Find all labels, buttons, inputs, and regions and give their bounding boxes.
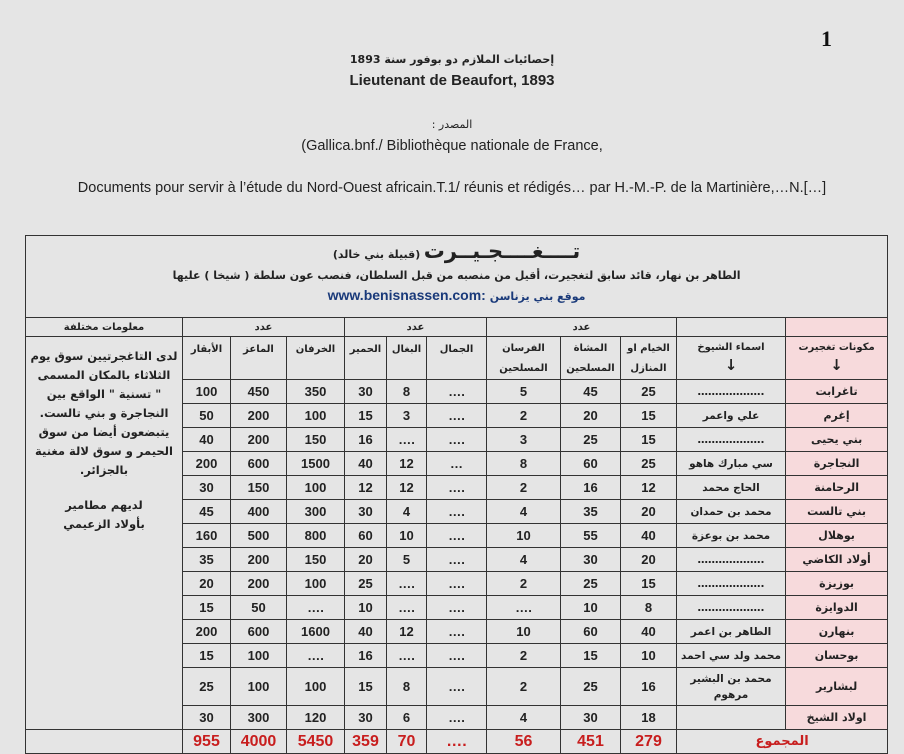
cell-cattle: 15 <box>183 644 231 668</box>
cell-component-name: بني يحيى <box>786 428 888 452</box>
cell-infantry: 30 <box>561 548 621 572</box>
documents-line: Documents pour servir à l’étude du Nord-Ouest africain.T.1/ réunis et rédigés… par H.-M.-P. de la Martinière,…N.[…] <box>77 180 827 196</box>
source-line: (Gallica.bnf./ Bibliothèque nationale de France, <box>301 138 603 154</box>
cell-infantry: 16 <box>561 476 621 500</box>
down-arrow-icon: ↓ <box>830 356 843 374</box>
cell-cattle: 160 <box>183 524 231 548</box>
cell-donkeys: 60 <box>345 524 387 548</box>
col-components: مكونات تغجيرت ↓ <box>786 337 888 380</box>
cell-sheep: …. <box>287 596 345 620</box>
cell-infantry: 35 <box>561 500 621 524</box>
website-label: موقع بني يزناسن <box>489 290 586 303</box>
table-description: الطاهر بن نهار، قائد سابق لتغجيرت، أقيل من منصبه من قبل السلطان، فنصب عون سلطة ( شيخا ) عليها <box>172 269 741 282</box>
cell-cavalry: 4 <box>487 706 561 730</box>
total-row <box>26 730 888 754</box>
misc-line: لدى التاغجرتيين سوق يوم <box>30 349 178 363</box>
cell-donkeys: 20 <box>345 548 387 572</box>
page-number: 1 <box>821 26 832 51</box>
cell-chief: ………………. <box>677 596 786 620</box>
cell-camels: …. <box>427 380 487 404</box>
cell-tents: 40 <box>621 524 677 548</box>
title-english: Lieutenant de Beaufort, 1893 <box>349 72 555 89</box>
cell-cavalry: 3 <box>487 428 561 452</box>
cell-chief: سي مبارك هاهو <box>677 452 786 476</box>
cell-cattle: 30 <box>183 706 231 730</box>
col-donkeys: الحمير <box>345 337 387 380</box>
cell-donkeys: 15 <box>345 404 387 428</box>
cell-cavalry: 4 <box>487 500 561 524</box>
cell-chief: ………………. <box>677 380 786 404</box>
cell-tents: 16 <box>621 668 677 706</box>
cell-sheep: 120 <box>287 706 345 730</box>
cell-component-name: اولاد الشيخ <box>786 706 888 730</box>
cell-cavalry: 4 <box>487 548 561 572</box>
cell-mules: …. <box>387 596 427 620</box>
cell-donkeys: 30 <box>345 380 387 404</box>
cell-donkeys: 12 <box>345 476 387 500</box>
misc-line: النجاجرة و بني تالست. <box>39 406 169 420</box>
cell-infantry: 25 <box>561 428 621 452</box>
cell-camels: …. <box>427 644 487 668</box>
cell-mules: 5 <box>387 548 427 572</box>
cell-camels: …. <box>427 572 487 596</box>
cell-chief: الطاهر بن اعمر <box>677 620 786 644</box>
cell-cavalry: …. <box>487 596 561 620</box>
cell-cattle: 200 <box>183 620 231 644</box>
group-count-transport: عدد <box>345 318 487 337</box>
cell-goats: 600 <box>231 452 287 476</box>
cell-mules: 12 <box>387 452 427 476</box>
website-url[interactable]: www.benisnassen.com: <box>327 287 486 303</box>
total-camels: …. <box>427 730 487 754</box>
cell-cattle: 15 <box>183 596 231 620</box>
cell-tents: 15 <box>621 404 677 428</box>
total-tents: 279 <box>621 730 677 754</box>
cell-goats: 100 <box>231 644 287 668</box>
cell-component-name: الدوايزة <box>786 596 888 620</box>
cell-tents: 12 <box>621 476 677 500</box>
cell-mules: 4 <box>387 500 427 524</box>
misc-info-cell <box>26 337 183 730</box>
total-donkeys: 359 <box>345 730 387 754</box>
cell-cattle: 40 <box>183 428 231 452</box>
cell-infantry: 20 <box>561 404 621 428</box>
cell-donkeys: 10 <box>345 596 387 620</box>
cell-camels: …. <box>427 596 487 620</box>
col-cavalry: الفرسان المسلحين <box>487 337 561 380</box>
cell-camels: …. <box>427 500 487 524</box>
cell-infantry: 45 <box>561 380 621 404</box>
cell-cattle: 35 <box>183 548 231 572</box>
title-arabic: إحصائيات الملازم دو بوفور سنة 1893 <box>349 53 555 66</box>
cell-goats: 200 <box>231 572 287 596</box>
cell-mules: 12 <box>387 476 427 500</box>
cell-goats: 300 <box>231 706 287 730</box>
cell-component-name: بني تالست <box>786 500 888 524</box>
cell-sheep: 150 <box>287 428 345 452</box>
cell-mules: 8 <box>387 380 427 404</box>
misc-line: لديهم مطامير <box>65 498 143 512</box>
cell-cattle: 50 <box>183 404 231 428</box>
cell-chief: ………………. <box>677 428 786 452</box>
cell-camels: …. <box>427 668 487 706</box>
cell-component-name: بوهلال <box>786 524 888 548</box>
cell-chief: محمد بن البشير مرهوم <box>677 668 786 706</box>
cell-donkeys: 30 <box>345 706 387 730</box>
misc-line: بالجزائر. <box>79 463 129 477</box>
cell-infantry: 25 <box>561 668 621 706</box>
cell-camels: …. <box>427 476 487 500</box>
col-cattle: الأبقار <box>183 337 231 380</box>
cell-infantry: 55 <box>561 524 621 548</box>
col-chiefs: اسماء الشيوخ ↓ <box>677 337 786 380</box>
cell-cattle: 30 <box>183 476 231 500</box>
cell-infantry: 15 <box>561 644 621 668</box>
cell-donkeys: 40 <box>345 452 387 476</box>
cell-goats: 150 <box>231 476 287 500</box>
col-goats: الماعز <box>231 337 287 380</box>
misc-line: " تسنية " الواقع بين <box>46 387 162 401</box>
total-mules: 70 <box>387 730 427 754</box>
cell-cavalry: 8 <box>487 452 561 476</box>
cell-cavalry: 2 <box>487 404 561 428</box>
col-tents: الخيام او المنازل <box>621 337 677 380</box>
cell-component-name: بوحسان <box>786 644 888 668</box>
cell-sheep: 100 <box>287 572 345 596</box>
cell-goats: 50 <box>231 596 287 620</box>
cell-camels: …. <box>427 404 487 428</box>
col-mules: البغال <box>387 337 427 380</box>
cell-tents: 8 <box>621 596 677 620</box>
cell-chief: محمد بن بوعزة <box>677 524 786 548</box>
cell-donkeys: 40 <box>345 620 387 644</box>
cell-goats: 400 <box>231 500 287 524</box>
misc-line: يتبضعون أيضا من سوق <box>38 425 170 439</box>
cell-goats: 200 <box>231 428 287 452</box>
cell-component-name: النجاجرة <box>786 452 888 476</box>
down-arrow-icon: ↓ <box>724 356 738 374</box>
cell-mules: …. <box>387 428 427 452</box>
cell-camels: …. <box>427 706 487 730</box>
cell-cavalry: 2 <box>487 644 561 668</box>
total-infantry: 451 <box>561 730 621 754</box>
cell-mules: 3 <box>387 404 427 428</box>
table-header <box>26 236 888 318</box>
col-sheep: الخرفان <box>287 337 345 380</box>
cell-tents: 40 <box>621 620 677 644</box>
cell-sheep: 100 <box>287 476 345 500</box>
table-title: تــــغــــجـيــرت <box>423 239 581 263</box>
total-sheep: 5450 <box>287 730 345 754</box>
cell-camels: …. <box>427 524 487 548</box>
cell-cavalry: 10 <box>487 524 561 548</box>
cell-camels: …. <box>427 548 487 572</box>
cell-camels: …. <box>427 428 487 452</box>
cell-cattle: 200 <box>183 452 231 476</box>
misc-line: بأولاد الزعيمي <box>63 517 145 531</box>
cell-sheep: 100 <box>287 668 345 706</box>
cell-mules: …. <box>387 644 427 668</box>
source-label-arabic: المصدر : <box>431 118 473 131</box>
cell-component-name: تاغرابت <box>786 380 888 404</box>
cell-mules: 12 <box>387 620 427 644</box>
cell-donkeys: 30 <box>345 500 387 524</box>
cell-tents: 25 <box>621 452 677 476</box>
cell-infantry: 60 <box>561 620 621 644</box>
cell-chief <box>677 706 786 730</box>
cell-cattle: 45 <box>183 500 231 524</box>
col-camels: الجمال <box>427 337 487 380</box>
cell-infantry: 30 <box>561 706 621 730</box>
cell-donkeys: 16 <box>345 428 387 452</box>
cell-sheep: 150 <box>287 548 345 572</box>
cell-cavalry: 5 <box>487 380 561 404</box>
cell-sheep: 350 <box>287 380 345 404</box>
col-infantry: المشاة المسلحين <box>561 337 621 380</box>
cell-cavalry: 2 <box>487 668 561 706</box>
cell-goats: 450 <box>231 380 287 404</box>
total-cavalry: 56 <box>487 730 561 754</box>
cell-tents: 18 <box>621 706 677 730</box>
cell-chief: محمد بن حمدان <box>677 500 786 524</box>
cell-goats: 200 <box>231 548 287 572</box>
cell-sheep: …. <box>287 644 345 668</box>
cell-donkeys: 25 <box>345 572 387 596</box>
cell-cavalry: 2 <box>487 476 561 500</box>
cell-sheep: 300 <box>287 500 345 524</box>
cell-donkeys: 16 <box>345 644 387 668</box>
cell-mules: 8 <box>387 668 427 706</box>
group-count-people: عدد <box>487 318 677 337</box>
cell-component-name: بنهارن <box>786 620 888 644</box>
total-label: المجموع <box>677 730 888 754</box>
group-misc-header: معلومات مختلفة <box>26 318 183 337</box>
cell-sheep: 100 <box>287 404 345 428</box>
cell-goats: 500 <box>231 524 287 548</box>
cell-chief: ………………. <box>677 572 786 596</box>
cell-component-name: لبشارير <box>786 668 888 706</box>
cell-component-name: أولاد الكاضي <box>786 548 888 572</box>
cell-tents: 15 <box>621 428 677 452</box>
cell-cavalry: 2 <box>487 572 561 596</box>
cell-chief: محمد ولد سي احمد <box>677 644 786 668</box>
cell-sheep: 800 <box>287 524 345 548</box>
cell-donkeys: 15 <box>345 668 387 706</box>
cell-component-name: بوزيزة <box>786 572 888 596</box>
cell-component-name: إغرم <box>786 404 888 428</box>
cell-sheep: 1500 <box>287 452 345 476</box>
cell-mules: 6 <box>387 706 427 730</box>
cell-camels: … <box>427 452 487 476</box>
cell-sheep: 1600 <box>287 620 345 644</box>
cell-tents: 20 <box>621 500 677 524</box>
cell-mules: 10 <box>387 524 427 548</box>
total-goats: 4000 <box>231 730 287 754</box>
census-table <box>25 235 888 754</box>
cell-chief: ………………. <box>677 548 786 572</box>
cell-tents: 15 <box>621 572 677 596</box>
cell-goats: 600 <box>231 620 287 644</box>
cell-infantry: 25 <box>561 572 621 596</box>
cell-cavalry: 10 <box>487 620 561 644</box>
cell-camels: …. <box>427 620 487 644</box>
cell-cattle: 25 <box>183 668 231 706</box>
tribe-name: (قبيلة بني خالد) <box>332 248 421 261</box>
cell-goats: 200 <box>231 404 287 428</box>
cell-cattle: 20 <box>183 572 231 596</box>
cell-cattle: 100 <box>183 380 231 404</box>
cell-component-name: الرحامنة <box>786 476 888 500</box>
cell-tents: 10 <box>621 644 677 668</box>
cell-infantry: 60 <box>561 452 621 476</box>
cell-chief: الحاج محمد <box>677 476 786 500</box>
misc-line: الحيمر و سوق لالة مغنية <box>35 444 173 458</box>
misc-line: الثلاثاء بالمكان المسمى <box>37 368 171 382</box>
cell-chief: علي واعمر <box>677 404 786 428</box>
total-cattle: 955 <box>183 730 231 754</box>
cell-tents: 20 <box>621 548 677 572</box>
cell-goats: 100 <box>231 668 287 706</box>
cell-mules: …. <box>387 572 427 596</box>
group-count-livestock: عدد <box>183 318 345 337</box>
cell-infantry: 10 <box>561 596 621 620</box>
cell-tents: 25 <box>621 380 677 404</box>
